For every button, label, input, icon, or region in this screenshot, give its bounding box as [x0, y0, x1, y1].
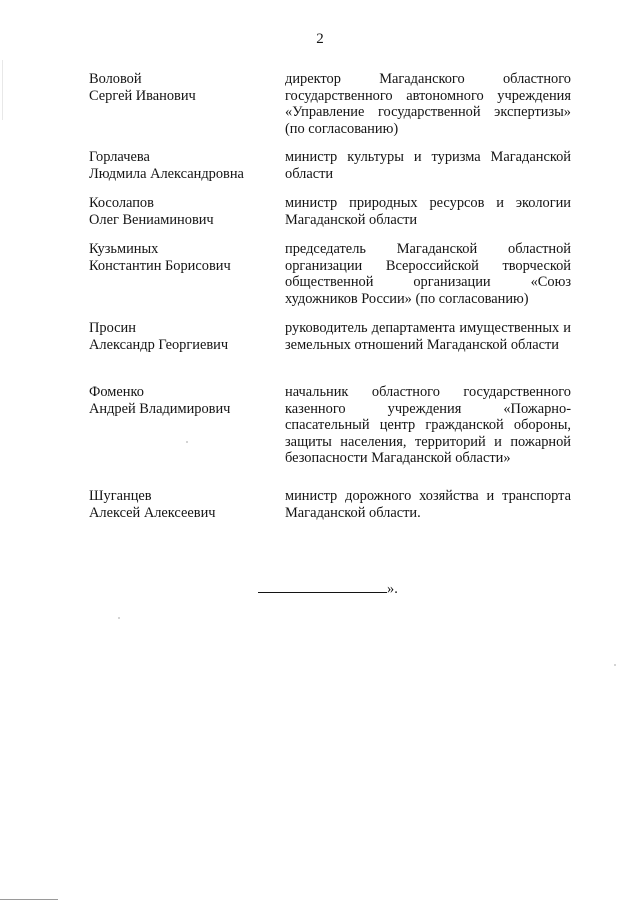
scan-speck — [614, 664, 616, 666]
member-given-names: Людмила Александровна — [89, 165, 244, 182]
member-name — [89, 488, 269, 521]
member-name — [89, 384, 269, 417]
member-surname: Косолапов — [89, 195, 154, 211]
scan-edge-artifact — [2, 60, 3, 120]
member-position: председатель Магаданской областной организации Всероссийской творческой общественной организации «Союз художников России» (по согласованию) — [285, 241, 571, 307]
closing-quote-mark: ». — [387, 581, 398, 597]
member-position: министр природных ресурсов и экологии Магаданской области — [285, 195, 571, 228]
member-surname: Просин — [89, 320, 136, 336]
member-surname: Фоменко — [89, 384, 144, 400]
closing-underline — [258, 580, 387, 593]
member-name — [89, 71, 269, 104]
member-given-names: Олег Вениаминович — [89, 211, 214, 228]
member-given-names: Сергей Иванович — [89, 87, 196, 104]
member-given-names: Алексей Алексеевич — [89, 504, 216, 521]
member-name — [89, 241, 269, 274]
member-given-names: Константин Борисович — [89, 257, 231, 274]
scan-speck — [186, 441, 188, 443]
scan-speck — [118, 617, 120, 619]
member-surname: Воловой — [89, 71, 142, 87]
member-position: руководитель департамента имущественных и земельных отношений Магаданской области — [285, 320, 571, 353]
member-position: начальник областного государственного казенного учреждения «Пожарно-спасательный центр гражданской обороны, защиты населения, территорий и пожарной безопасности Магаданской области» — [285, 384, 571, 466]
member-given-names: Андрей Владимирович — [89, 400, 231, 417]
closing-line — [258, 580, 398, 597]
member-position: министр культуры и туризма Магаданской области — [285, 149, 571, 182]
page-number: 2 — [316, 31, 324, 47]
member-position: директор Магаданского областного государственного автономного учреждения «Управление государственной экспертизы» (по согласованию) — [285, 71, 571, 137]
member-name — [89, 320, 269, 353]
member-name — [89, 195, 269, 228]
scan-bottom-rule — [0, 899, 58, 900]
member-position: министр дорожного хозяйства и транспорта Магаданской области. — [285, 488, 571, 521]
member-surname: Шуганцев — [89, 488, 152, 504]
member-name — [89, 149, 269, 182]
member-surname: Горлачева — [89, 149, 150, 165]
member-surname: Кузьминых — [89, 241, 159, 257]
member-given-names: Александр Георгиевич — [89, 336, 229, 353]
